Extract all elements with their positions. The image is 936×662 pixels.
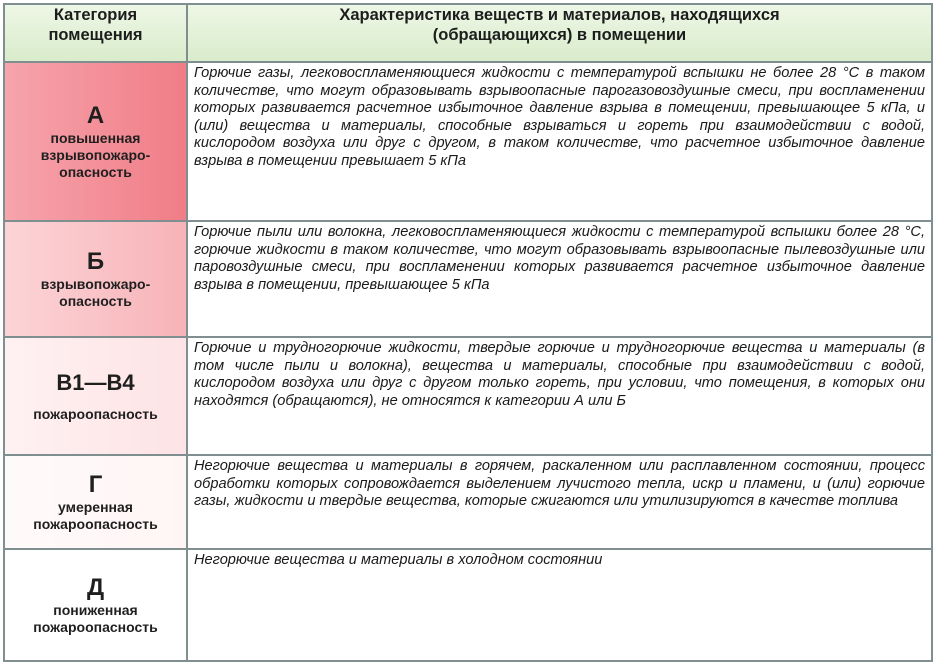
characteristic-text: Горючие газы, легковоспламеняющиеся жидкости с температурой вспышки не более 28 °С в таком количестве, что могут образовывать взрывоопасные парогазовоздушные смеси, при воспламенении которых развивается расчетное избыточное давление взрыва в помещении, превышающее 5 кПа, и (или) вещества и материалы, способные взрываться и гореть при взаимодействии с водой, кислородом воздуха или друг с другом, в таком количестве, что расчетное избыточное давление взрыва в помещении превышает 5 кПа [187,62,932,221]
category-letter: Б [86,247,105,275]
table-row-b [4,221,932,337]
header-category-label: Категория помещения [48,6,143,44]
category-cell-v [4,337,187,455]
table-header-row [4,4,932,62]
header-category [4,4,187,62]
table-row-d [4,549,932,661]
category-cell-g [4,455,187,549]
header-characteristics [187,4,932,62]
category-description: взрывопожаро-опасность [40,275,151,309]
category-letter: Г [88,470,103,498]
category-cell-a [4,62,187,221]
category-letter: А [86,101,105,129]
table-row-a [4,62,932,221]
characteristic-text: Негорючие вещества и материалы в горячем, раскаленном или расплавленном состоянии, процесс обработки которых сопровождается выделением лучистого тепла, искр и пламени, и (или) горючие газы, жидкости и твердые вещества, которые сжигаются или утилизируются в качестве топлива [187,455,932,549]
category-letter: Д [86,573,105,601]
characteristic-text: Горючие и трудногорючие жидкости, твердые горючие и трудногорючие вещества и материалы (в том числе пыли и волокна), вещества и материалы, способные при взаимодействии с водой, кислородом воздуха или друг с другом только гореть, при условии, что помещения, в которых они находятся (обращаются), не относятся к категории А или Б [187,337,932,455]
table-row-v [4,337,932,455]
category-description: повышенная взрывопожаро-опасность [40,129,151,180]
category-letter: В1—В4 [56,369,135,395]
characteristic-text: Негорючие вещества и материалы в холодном состоянии [187,549,932,661]
category-description: умеренная пожароопасность [33,498,158,532]
category-cell-b [4,221,187,337]
category-description: пониженная пожароопасность [33,601,158,635]
characteristic-text: Горючие пыли или волокна, легковоспламеняющиеся жидкости с температурой вспышки более 28 °С, горючие жидкости в таком количестве, что могут образовывать взрывоопасные пылевоздушные или паровоздушные смеси, при воспламенении которых развивается расчетное избыточное давление взрыва в помещении, превышающее 5 кПа [187,221,932,337]
category-cell-d [4,549,187,661]
table-row-g [4,455,932,549]
fire-category-table [3,3,933,662]
category-table-container [3,3,931,640]
category-description: пожароопасность [33,405,158,422]
header-characteristics-label: Характеристика веществ и материалов, находящихся (обращающихся) в помещении [339,6,780,44]
